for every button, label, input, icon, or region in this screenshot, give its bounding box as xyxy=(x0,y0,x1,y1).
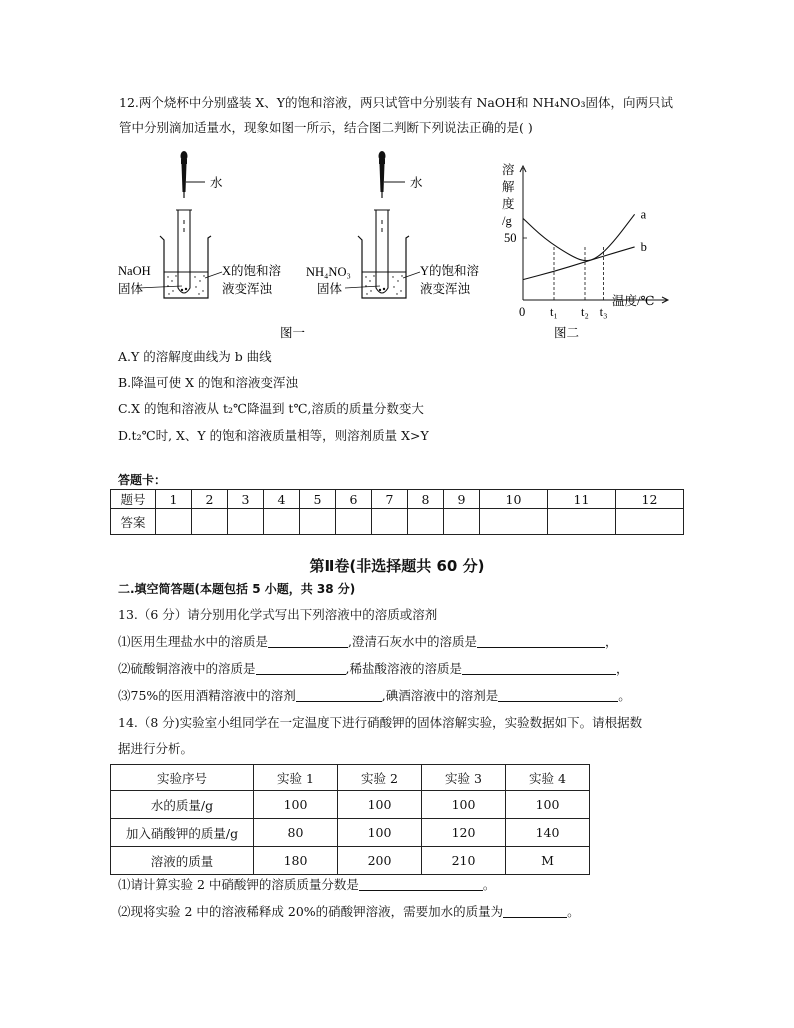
x-tick-label: t₁ xyxy=(550,305,558,319)
ylabel-unit: /g xyxy=(502,214,512,228)
q14-sub-1: ⑴请计算实验 2 中硝酸钾的溶质质量分数是 。 xyxy=(118,877,496,892)
question-number: 12 xyxy=(615,490,683,509)
answer-cell[interactable] xyxy=(444,509,480,535)
left-desc-2: 液变浑浊 xyxy=(222,282,273,296)
question-number: 11 xyxy=(547,490,615,509)
left-solid-word: 固体 xyxy=(118,282,144,296)
answer-cell[interactable] xyxy=(480,509,548,535)
left-desc-1: X的饱和溶 xyxy=(222,264,282,278)
q12-option-d: D.t₂℃时, X、Y 的饱和溶液质量相等，则溶剂质量 X>Y xyxy=(118,428,429,443)
left-water-label: 水 xyxy=(210,176,223,190)
q12-option-c: C.X 的饱和溶液从 t₂℃降温到 t℃,溶质的质量分数变大 xyxy=(118,401,424,416)
question-number: 10 xyxy=(480,490,548,509)
q13-blank-1[interactable] xyxy=(268,635,348,648)
ylabel-char-1: 溶 xyxy=(502,163,515,177)
ylabel-char-2: 解 xyxy=(502,180,515,194)
table-cell: 100 xyxy=(422,791,506,819)
q12-option-b: B.降温可使 X 的饱和溶液变浑浊 xyxy=(118,375,299,390)
x-tick-label: t₃ xyxy=(599,305,608,319)
table-cell: 200 xyxy=(338,847,422,875)
question-number: 4 xyxy=(264,490,300,509)
answer-cell[interactable] xyxy=(547,509,615,535)
q14-stem-line1: 14.（8 分)实验室小组同学在一定温度下进行硝酸钾的固体溶解实验，实验数据如下。请根据数 xyxy=(118,715,643,730)
right-solid-word: 固体 xyxy=(317,282,343,296)
table-row-label: 水的质量/g xyxy=(111,791,254,819)
table-cell: 100 xyxy=(506,791,590,819)
table-header: 实验 2 xyxy=(338,765,422,791)
section-heading: 二.填空简答题(本题包括 5 小题，共 38 分) xyxy=(118,582,356,596)
q13-line-2: ⑵硫酸铜溶液中的溶质是 ,稀盐酸溶液的溶质是 ， xyxy=(118,661,629,676)
q13-line-1: ⑴医用生理盐水中的溶质是 ,澄清石灰水中的溶质是 ， xyxy=(118,634,618,649)
question-number: 3 xyxy=(228,490,264,509)
right-desc-1: Y的饱和溶 xyxy=(420,264,480,278)
table-header: 实验序号 xyxy=(111,765,254,791)
table-header: 实验 1 xyxy=(254,765,338,791)
series-a-line xyxy=(523,214,635,260)
table-cell: 140 xyxy=(506,819,590,847)
answer-cell[interactable] xyxy=(372,509,408,535)
answer-cell[interactable] xyxy=(336,509,372,535)
table-cell: 100 xyxy=(254,791,338,819)
x-tick-label: 0 xyxy=(519,305,526,319)
q14-blank-2[interactable] xyxy=(503,905,567,918)
series-b-line xyxy=(523,247,635,280)
q14-blank-1[interactable] xyxy=(359,878,483,891)
answer-card-number-header: 题号 xyxy=(111,490,156,509)
answer-cell[interactable] xyxy=(192,509,228,535)
ylabel-char-3: 度 xyxy=(502,197,515,211)
q13-blank-5[interactable] xyxy=(296,689,382,702)
table-cell: 180 xyxy=(254,847,338,875)
table-cell: 80 xyxy=(254,819,338,847)
question-number: 2 xyxy=(192,490,228,509)
y-tick-50: 50 xyxy=(504,231,517,245)
table-cell: 210 xyxy=(422,847,506,875)
q13-stem: 13.（6 分）请分别用化学式写出下列溶液中的溶质或溶剂 xyxy=(118,607,438,622)
x-tick-label: t₂ xyxy=(581,305,589,319)
naoh-label: NaOH xyxy=(118,264,151,278)
q12-stem-line1: 12.两个烧杯中分别盛装 X、Y的饱和溶液，两只试管中分别装有 NaOH和 NH₄NO₃固体，向两只试 xyxy=(119,95,674,110)
answer-cell[interactable] xyxy=(228,509,264,535)
q13-blank-2[interactable] xyxy=(477,635,605,648)
question-number: 1 xyxy=(156,490,192,509)
question-number: 8 xyxy=(408,490,444,509)
answer-cell[interactable] xyxy=(300,509,336,535)
table-row-label: 加入硝酸钾的质量/g xyxy=(111,819,254,847)
nh4no3-label: NH₄NO₃ xyxy=(306,265,351,279)
question-number: 6 xyxy=(336,490,372,509)
series-b-label: b xyxy=(640,239,647,254)
table-header: 实验 3 xyxy=(422,765,506,791)
answer-card-table xyxy=(110,489,684,535)
q12-option-a: A.Y 的溶解度曲线为 b 曲线 xyxy=(118,349,272,364)
answer-cell[interactable] xyxy=(408,509,444,535)
right-apparatus xyxy=(306,151,480,298)
answer-card-title: 答题卡： xyxy=(118,473,167,487)
question-number: 7 xyxy=(372,490,408,509)
table-cell: 100 xyxy=(338,791,422,819)
right-desc-2: 液变浑浊 xyxy=(420,282,471,296)
figure-one xyxy=(110,148,510,348)
figure-two-chart xyxy=(496,156,686,346)
right-water-label: 水 xyxy=(410,176,423,190)
figure-two-caption: 图二 xyxy=(554,326,580,340)
q13-blank-3[interactable] xyxy=(256,662,346,675)
series-a-label: a xyxy=(640,207,647,222)
table-cell: 120 xyxy=(422,819,506,847)
answer-cell[interactable] xyxy=(615,509,683,535)
table-header: 实验 4 xyxy=(506,765,590,791)
x-axis-label: 温度/℃ xyxy=(612,294,655,308)
answer-cell[interactable] xyxy=(156,509,192,535)
part-two-heading: 第Ⅱ卷(非选择题共 60 分) xyxy=(309,557,485,575)
figure-one-caption: 图一 xyxy=(280,326,306,340)
table-cell: 100 xyxy=(338,819,422,847)
answer-card-answer-header: 答案 xyxy=(111,509,156,535)
q13-line-3: ⑶75%的医用酒精溶液中的溶剂 ,碘酒溶液中的溶剂是 。 xyxy=(118,688,631,703)
table-row-label: 溶液的质量 xyxy=(111,847,254,875)
question-number: 5 xyxy=(300,490,336,509)
q14-sub-2: ⑵现将实验 2 中的溶液稀释成 20%的硝酸钾溶液，需要加水的质量为 。 xyxy=(118,904,580,919)
q13-blank-6[interactable] xyxy=(498,689,618,702)
table-cell: M xyxy=(506,847,590,875)
q14-stem-line2: 据进行分析。 xyxy=(118,741,194,756)
experiment-table xyxy=(110,764,590,875)
left-apparatus xyxy=(118,151,282,298)
q12-stem-line2: 管中分别滴加适量水，现象如图一所示，结合图二判断下列说法正确的是( ) xyxy=(119,120,533,135)
question-number: 9 xyxy=(444,490,480,509)
q13-blank-4[interactable] xyxy=(462,662,616,675)
answer-cell[interactable] xyxy=(264,509,300,535)
